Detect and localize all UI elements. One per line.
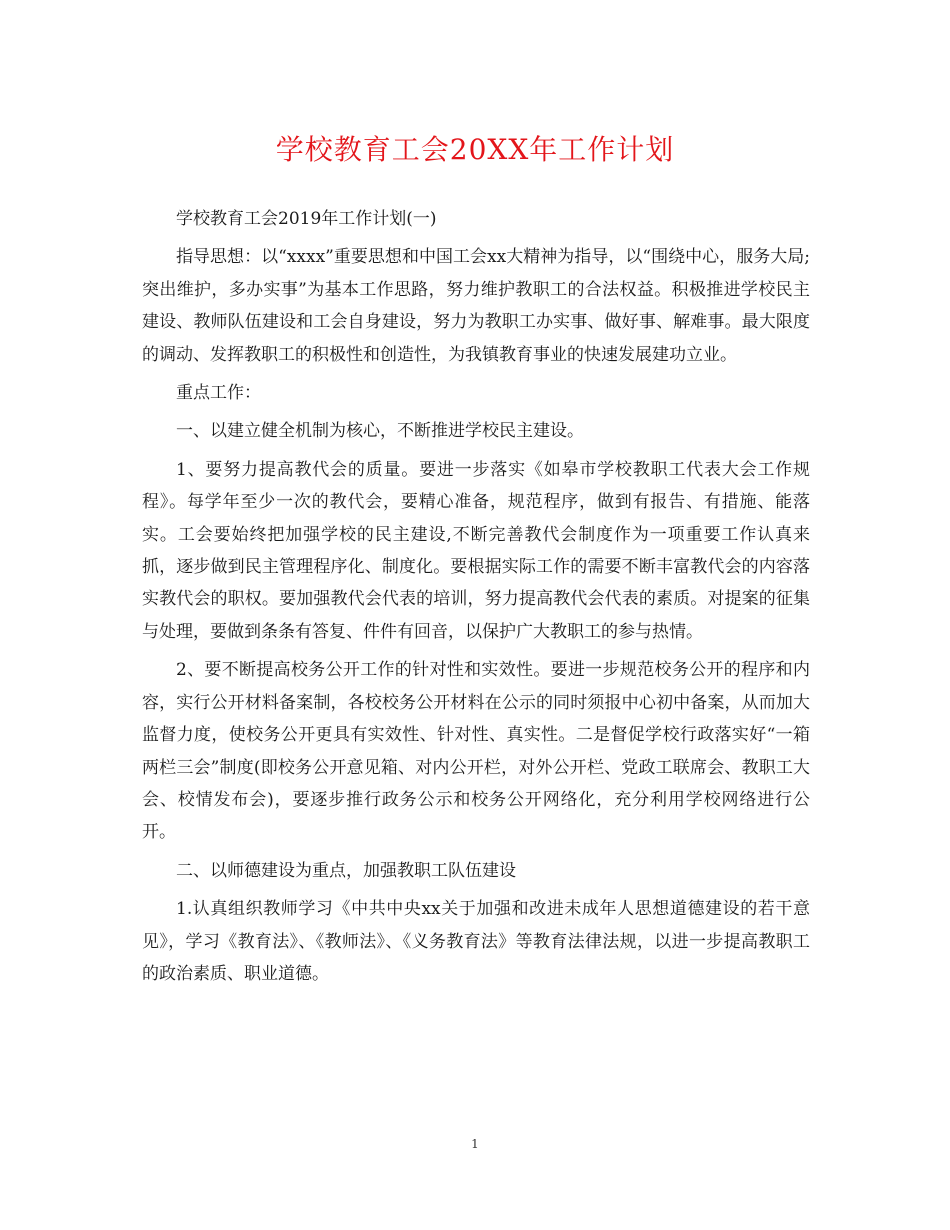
paragraph-section-two-heading: 二、以师德建设为重点，加强教职工队伍建设 [176,860,516,881]
paragraph-section-one-heading: 一、以建立健全机制为核心，不断推进学校民主建设。 [176,421,584,442]
document-title: 学校教育工会20XX年工作计划 [275,133,675,166]
document-body [142,203,810,996]
paragraph-item-2-1: 1.认真组织教师学习《中共中央xx关于加强和改进未成年人思想道德建设的若干意见》，学习《教育法》、《教师法》、《义务教育法》等教育法律法规，以进一步提高教职工的政治素质、职业道德。 [142,899,810,984]
paragraph-subtitle: 学校教育工会2019年工作计划(一) [176,209,437,229]
page-number: 1 [471,1137,479,1151]
paragraph-guiding-thought: 指导思想：以“xxxx”重要思想和中国工会xx大精神为指导，以“围绕中心，服务大局;突出维护，多办实事”为基本工作思路，努力维护教职工的合法权益。积极推进学校民主建设、教师队伍建设和工会自身建设，努力为教职工办实事、做好事、解难事。最大限度的调动、发挥教职工的积极性和创造性，为我镇教育事业的快速发展建功立业。 [142,247,810,365]
paragraph-key-work-heading: 重点工作： [176,383,261,404]
paragraph-item-1-2: 2、要不断提高校务公开工作的针对性和实效性。要进一步规范校务公开的程序和内容，实行公开材料备案制，各校校务公开材料在公示的同时须报中心初中备案，从而加大监督力度，使校务公开更具有实效性、针对性、真实性。二是督促学校行政落实好“一箱两栏三会”制度(即校务公开意见箱、对内公开栏，对外公开栏、党政工联席会、教职工大会、校情发布会)，要逐步推行政务公示和校务公开网络化，充分利用学校网络进行公开。 [142,660,810,843]
paragraph-item-1-1: 1、要努力提高教代会的质量。要进一步落实《如皋市学校教职工代表大会工作规程》。每学年至少一次的教代会，要精心准备，规范程序，做到有报告、有措施、能落实。工会要始终把加强学校的民主建设,不断完善教代会制度作为一项重要工作认真来抓，逐步做到民主管理程序化、制度化。要根据实际工作的需要不断丰富教代会的内容落实教代会的职权。要加强教代会代表的培训，努力提高教代会代表的素质。对提案的征集与处理，要做到条条有答复、件件有回音，以保护广大教职工的参与热情。 [142,459,810,642]
